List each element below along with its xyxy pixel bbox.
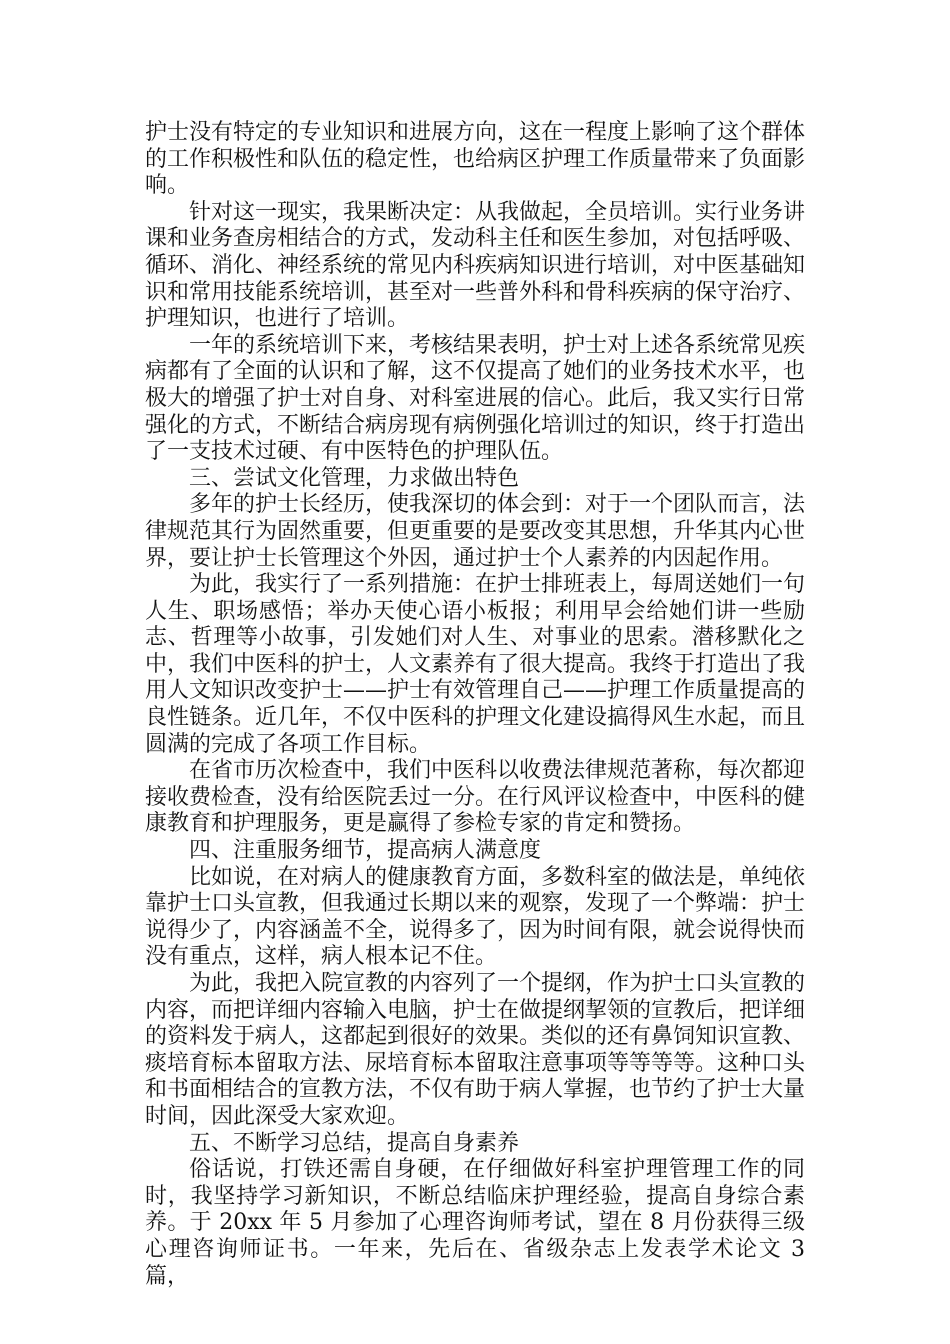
paragraph: 多年的护士长经历，使我深切的体会到：对于一个团队而言，法律规范其行为固然重要，但更重要的是要改变其思想，升华其内心世界，要让护士长管理这个外因，通过护士个人素养的内因起作用。 [145,492,806,571]
section-heading: 五、不断学习总结，提高自身素养 [189,1130,520,1156]
paragraph: 比如说，在对病人的健康教育方面，多数科室的做法是，单纯依靠护士口头宣教，但我通过长期以来的观察，发现了一个弊端：护士说得少了，内容涵盖不全，说得多了，因为时间有限，就会说得快而没有重点，这样，病人根本记不住。 [145,864,806,970]
section-heading: 三、尝试文化管理，力求做出特色 [189,465,520,491]
paragraph: 一年的系统培训下来，考核结果表明，护士对上述各系统常见疾病都有了全面的认识和了解，这不仅提高了她们的业务技术水平，也极大的增强了护士对自身、对科室进展的信心。此后，我又实行日常强化的方式，不断结合病房现有病例强化培训过的知识，终于打造出了一支技术过硬、有中医特色的护理队伍。 [145,332,806,465]
paragraph: 护士没有特定的专业知识和进展方向，这在一程度上影响了这个群体的工作积极性和队伍的稳定性，也给病区护理工作质量带来了负面影响。 [145,120,806,199]
section-heading: 四、注重服务细节，提高病人满意度 [189,838,542,864]
paragraph: 俗话说，打铁还需自身硬，在仔细做好科室护理管理工作的同时，我坚持学习新知识，不断总结临床护理经验，提高自身综合素养。于 20xx 年 5 月参加了心理咨询师考试，望在 8 月份获得三级心理咨询师证书。一年来，先后在、省级杂志上发表学术论文 3 篇， [145,1157,805,1289]
paragraph: 针对这一现实，我果断决定：从我做起，全员培训。实行业务讲课和业务查房相结合的方式，发动科主任和医生参加，对包括呼吸、循环、消化、神经系统的常见内科疾病知识进行培训，对中医基础知识和常用技能系统培训，甚至对一些普外科和骨科疾病的保守治疗、护理知识，也进行了培训。 [145,199,806,332]
paragraph: 为此，我把入院宣教的内容列了一个提纲，作为护士口头宣教的内容，而把详细内容输入电脑，护士在做提纲挈领的宣教后，把详细的资料发于病人，这都起到很好的效果。类似的还有鼻饲知识宣教、痰培育标本留取方法、尿培育标本留取注意事项等等等等。这种口头和书面相结合的宣教方法，不仅有助于病人掌握，也节约了护士大量时间，因此深受大家欢迎。 [145,971,806,1129]
paragraph: 为此，我实行了一系列措施：在护士排班表上，每周送她们一句人生、职场感悟；举办天使心语小板报；利用早会给她们讲一些励志、哲理等小故事，引发她们对人生、对事业的思索。潜移默化之中，我们中医科的护士，人文素养有了很大提高。我终于打造出了我用人文知识改变护士——护士有效管理自己——护理工作质量提高的良性链条。近几年，不仅中医科的护理文化建设搞得风生水起，而且圆满的完成了各项工作目标。 [145,572,806,757]
document-body [145,120,805,1290]
paragraph: 在省市历次检查中，我们中医科以收费法律规范著称，每次都迎接收费检查，没有给医院丢过一分。在行风评议检查中，中医科的健康教育和护理服务，更是赢得了参检专家的肯定和赞扬。 [145,758,806,837]
